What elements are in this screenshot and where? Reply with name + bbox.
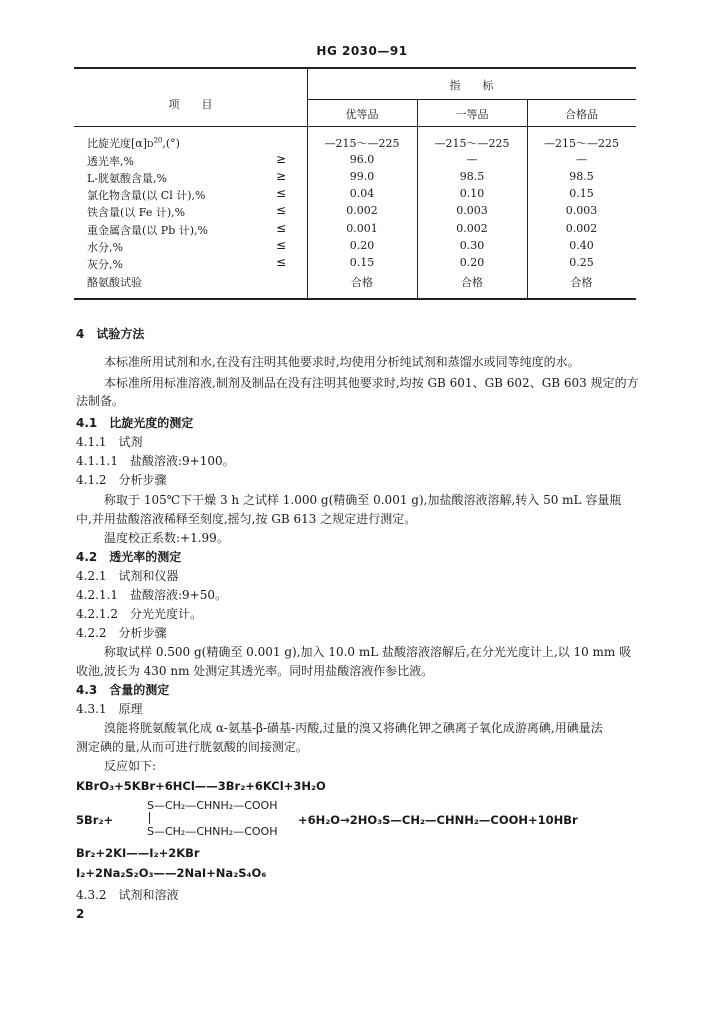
- paragraph: 收池,波长为 430 nm 处测定其透光率。同时用盐酸溶液作参比液。: [76, 664, 434, 678]
- subsection-heading: 4.2.1.1 盐酸溶液:9+50。: [76, 588, 227, 602]
- row-value: 0.10: [459, 187, 485, 200]
- paragraph: 本标准所用标准溶液,制剂及制品在没有注明其他要求时,均按 GB 601、GB 602、GB 603 规定的方: [104, 376, 639, 390]
- table-top-rule: [74, 67, 636, 69]
- subsection-heading: 4.1.1.1 盐酸溶液:9+100。: [76, 454, 235, 468]
- subsection-heading: 4.2.2 分析步骤: [76, 626, 167, 640]
- row-value: —215～—225: [544, 137, 619, 150]
- row-symbol: ≥: [276, 169, 287, 183]
- grade-header-qualified: 合格品: [565, 108, 598, 121]
- row-value: 0.002: [565, 222, 598, 235]
- table-index-subrule: [307, 99, 636, 100]
- paragraph: 本标准所用试剂和水,在没有注明其他要求时,均使用分析纯试剂和蒸馏水或同等纯度的水。: [104, 355, 580, 369]
- row-symbol: ≤: [276, 255, 287, 269]
- table-index-header: 指 标: [449, 79, 494, 92]
- row-value: —215～—225: [434, 137, 510, 150]
- row-value: 0.001: [346, 222, 378, 235]
- table-header-rule: [74, 126, 636, 127]
- row-value: 0.15: [349, 256, 375, 269]
- row-value: 0.20: [349, 239, 375, 252]
- row-value: 96.0: [349, 153, 375, 166]
- subsection-heading: 4.1.1 试剂: [76, 435, 143, 449]
- row-value: 0.003: [456, 204, 488, 217]
- section-heading: 4.3 含量的测定: [76, 683, 170, 697]
- row-name: 灰分,%: [87, 258, 123, 271]
- paragraph: 溴能将胱氨酸氧化成 α-氨基-β-磺基-丙酸,过量的溴又将碘化钾之碘离子氧化成游离碘,用碘量法: [104, 721, 603, 735]
- section-heading: 4.1 比旋光度的测定: [76, 416, 194, 430]
- equation-3: Br₂+2KI——I₂+2KBr: [76, 846, 200, 860]
- subsection-heading: 4.1.2 分析步骤: [76, 473, 167, 487]
- row-symbol: ≤: [276, 221, 287, 235]
- row-value: 合格: [570, 276, 593, 289]
- row-name: L-胱氨酸含量,%: [87, 172, 167, 185]
- equation-2-left: 5Br₂+: [76, 813, 114, 827]
- equation-2-bottom: S—CH₂—CHNH₂—COOH: [147, 825, 278, 838]
- row-value: 98.5: [459, 170, 485, 183]
- row-name: 氯化物含量(以 Cl 计),%: [87, 189, 206, 202]
- subsection-heading: 4.3.2 试剂和溶液: [76, 888, 179, 902]
- paragraph: 测定碘的量,从而可进行胱氨酸的间接测定。: [76, 740, 308, 754]
- row-value: —: [576, 153, 587, 166]
- row-symbol: ≤: [276, 186, 287, 200]
- row-value: 0.40: [569, 239, 594, 252]
- row-value: 0.30: [459, 239, 485, 252]
- row-value: 98.5: [569, 170, 594, 183]
- row-value: 合格: [351, 276, 373, 289]
- row-name: 比旋光度$[\alpha]D^{20},(^\circ)$: [87, 136, 180, 150]
- row-value: 99.0: [349, 170, 375, 183]
- section-4-heading: 4 试验方法: [76, 327, 145, 341]
- table-item-header: 项 目: [168, 98, 213, 111]
- row-value: 0.002: [456, 222, 488, 235]
- row-name: 水分,%: [87, 241, 123, 254]
- row-value: 0.002: [346, 204, 378, 217]
- grade-header-first: 一等品: [455, 108, 489, 121]
- row-value: 0.04: [349, 187, 375, 200]
- row-value: —215～—225: [324, 137, 400, 150]
- row-value: 0.20: [459, 256, 485, 269]
- section-heading: 4.2 透光率的测定: [76, 550, 182, 564]
- page-number: 2: [76, 907, 85, 921]
- paragraph: 反应如下:: [104, 759, 157, 773]
- subsection-heading: 4.3.1 原理: [76, 702, 143, 716]
- row-value: 合格: [461, 276, 483, 289]
- table-bottom-rule: [74, 298, 636, 300]
- row-symbol: ≤: [276, 203, 287, 217]
- equation-4: I₂+2Na₂S₂O₃——2NaI+Na₂S₄O₆: [76, 866, 267, 880]
- subsection-heading: 4.2.1.2 分光光度计。: [76, 607, 202, 621]
- row-value: 0.003: [565, 204, 598, 217]
- row-symbol: ≥: [276, 152, 287, 166]
- row-value: 0.15: [569, 187, 594, 200]
- row-value: 0.25: [569, 256, 594, 269]
- paragraph: 称取试样 0.500 g(精确至 0.001 g),加入 10.0 mL 盐酸溶液溶解后,在分光光度计上,以 10 mm 吸: [104, 645, 632, 659]
- equation-1: KBrO₃+5KBr+6HCl——3Br₂+6KCl+3H₂O: [76, 779, 326, 793]
- paragraph: 中,并用盐酸溶液稀释至刻度,摇匀,按 GB 613 之规定进行测定。: [76, 512, 417, 526]
- row-name: 铁含量(以 Fe 计),%: [87, 206, 186, 219]
- equation-2-bond: [149, 812, 150, 824]
- grade-header-premium: 优等品: [345, 108, 379, 121]
- row-name: 透光率,%: [87, 155, 134, 168]
- row-name: 酪氨酸试验: [87, 276, 142, 289]
- row-symbol: ≤: [276, 238, 287, 252]
- paragraph: 法制备。: [76, 394, 125, 408]
- subsection-heading: 4.2.1 试剂和仪器: [76, 569, 179, 583]
- row-name: 重金属含量(以 Pb 计),%: [87, 224, 208, 237]
- equation-2-right: +6H₂O→2HO₃S—CH₂—CHNH₂—COOH+10HBr: [298, 813, 578, 827]
- paragraph: 称取于 105℃下干燥 3 h 之试样 1.000 g(精确至 0.001 g),加盐酸溶液溶解,转入 50 mL 容量瓶: [104, 493, 622, 507]
- paragraph: 温度校正系数:+1.99。: [104, 531, 229, 545]
- standard-number-header: HG 2030—91: [316, 44, 408, 58]
- row-value: —: [466, 153, 478, 166]
- equation-2-top: S—CH₂—CHNH₂—COOH: [147, 799, 278, 812]
